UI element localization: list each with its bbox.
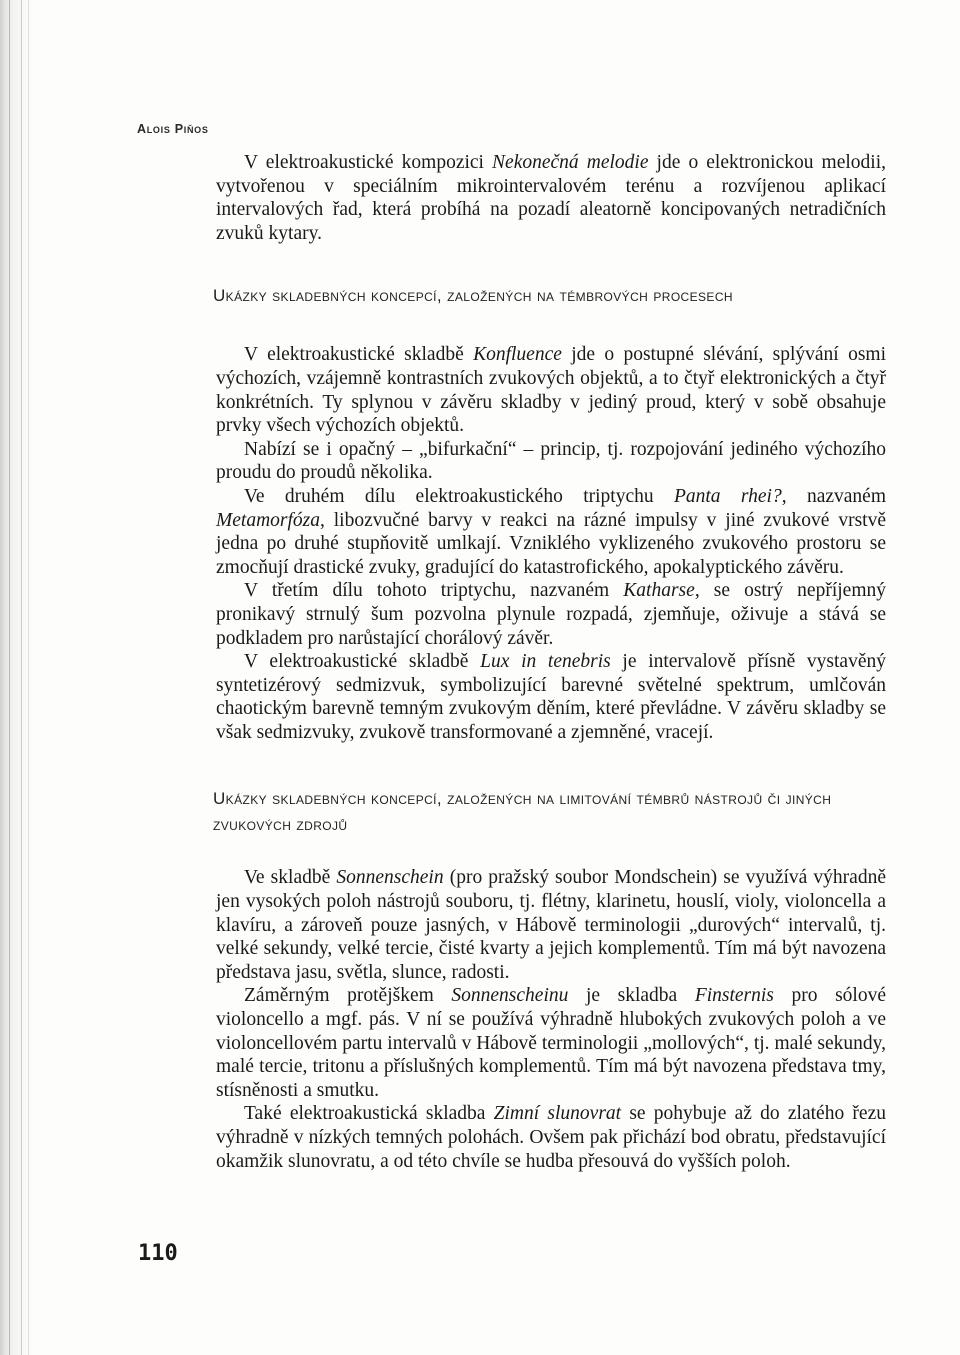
paragraph: Nabízí se i opačný – „bifurkační“ – princip, tj. rozpojování jediného výchozího proudu do proudů několika. xyxy=(216,438,886,484)
work-title: Katharse xyxy=(623,580,695,602)
gutter-line xyxy=(28,0,29,1355)
section-heading: Ukázky skladebných koncepcí, založených na témbrových procesech xyxy=(213,286,733,306)
work-title: Sonnenschein xyxy=(336,867,444,889)
paragraph: Ve skladbě Sonnenschein (pro pražský soubor Mondschein) se využívá výhradně jen vysokých poloh nástrojů souboru, tj. flétny, klarinetu, houslí, violy, violoncella a klavíru, a zároveň pouze jasných, v Hábově terminologii „durových“ intervalů, tj. velké sekundy, velké tercie, čisté kvarty a jejich komplementů. Tím má být navozena představa jasu, světla, slunce, radosti. xyxy=(216,867,886,983)
work-title: Finsternis xyxy=(694,985,774,1007)
gutter-line xyxy=(9,0,10,1355)
work-title: Sonnenscheinu xyxy=(451,985,569,1007)
work-title: Metamorfóza xyxy=(216,509,320,531)
page-content xyxy=(213,151,887,1173)
work-title: Zimní slunovrat xyxy=(493,1103,622,1125)
gutter-line xyxy=(21,0,22,1355)
section-heading: Ukázky skladebných koncepcí, založených na limitování témbrů nástrojů či jiných zvukových zdrojů xyxy=(213,789,832,835)
paragraph: V elektroakustické skladbě Lux in tenebris je intervalově přísně vystavěný syntetizérový sedmizvuk, symbolizující barevné světelné spektrum, umlčován chaotickým barevně temným zvukovým děním, které převládne. V závěru skladby se však sedmizvuky, zvukově transformované a zjemněné, vracejí. xyxy=(216,651,886,743)
section-body xyxy=(216,866,886,1173)
running-head: Alois Piňos xyxy=(137,122,209,136)
paragraph: V elektroakustické skladbě Konfluence jde o postupné slévání, splývání osmi výchozích, vzájemně kontrastních zvukových objektů, a to čtyř elektronických a čtyř konkrétních. Ty splynou v závěru skladby v jediný proud, který v sobě obsahuje prvky všech výchozích objektů. xyxy=(216,344,886,437)
paragraph: Také elektroakustická skladba Zimní slunovrat se pohybuje až do zlatého řezu výhradně v nízkých temných polohách. Ovšem pak přichází bod obratu, představující okamžik slunovratu, a od této chvíle se hudba přesouvá do vyšších poloh. xyxy=(216,1103,886,1172)
paragraph: Záměrným protějškem Sonnenscheinu je skladba Finsternis pro sólové violoncello a mgf. pás. V ní se používá výhradně hlubokých zvukových poloh a ve violoncellovém partu intervalů v Hábově terminologii „mollových“, tj. malé sekundy, malé tercie, tritonu a příslušných komplementů. Tím má být navozena představa tmy, stísněnosti a smutku. xyxy=(216,985,887,1101)
work-title: Lux in tenebris xyxy=(480,651,611,673)
paragraph: V třetím dílu tohoto triptychu, nazvaném Katharse, se ostrý nepříjemný pronikavý strnulý šum pozvolna plynule rozpadá, zjemňuje, oživuje a stává se podkladem pro narůstající chorálový závěr. xyxy=(216,580,886,649)
paragraph: Ve druhém dílu elektroakustického triptychu Panta rhei?, nazvaném Metamorfóza, libozvučné barvy v reakci na rázné impulsy v jiné zvukové vrstvě jedna po druhé stupňovitě umlkají. Vzniklého vyklizeného zvukového prostoru se zmocňují drastické zvuky, gradující do katastrofického, apokalyptického závěru. xyxy=(216,485,886,578)
work-title: Konfluence xyxy=(473,344,562,366)
work-title: Nekonečná melodie xyxy=(492,152,649,173)
page-number: 110 xyxy=(138,1241,178,1266)
page-gutter-shadow xyxy=(0,0,34,1355)
paragraph: V elektroakustické kompozici Nekonečná melodie jde o elektronickou melodii, vytvořenou v speciálním mikrointervalovém terénu a rozvíjenou aplikací intervalových řad, která probíhá na pozadí aleatorně koncipovaných netradičních zvuků kytary. xyxy=(216,152,887,244)
section-body xyxy=(216,343,886,744)
work-title: Panta rhei? xyxy=(673,485,782,507)
